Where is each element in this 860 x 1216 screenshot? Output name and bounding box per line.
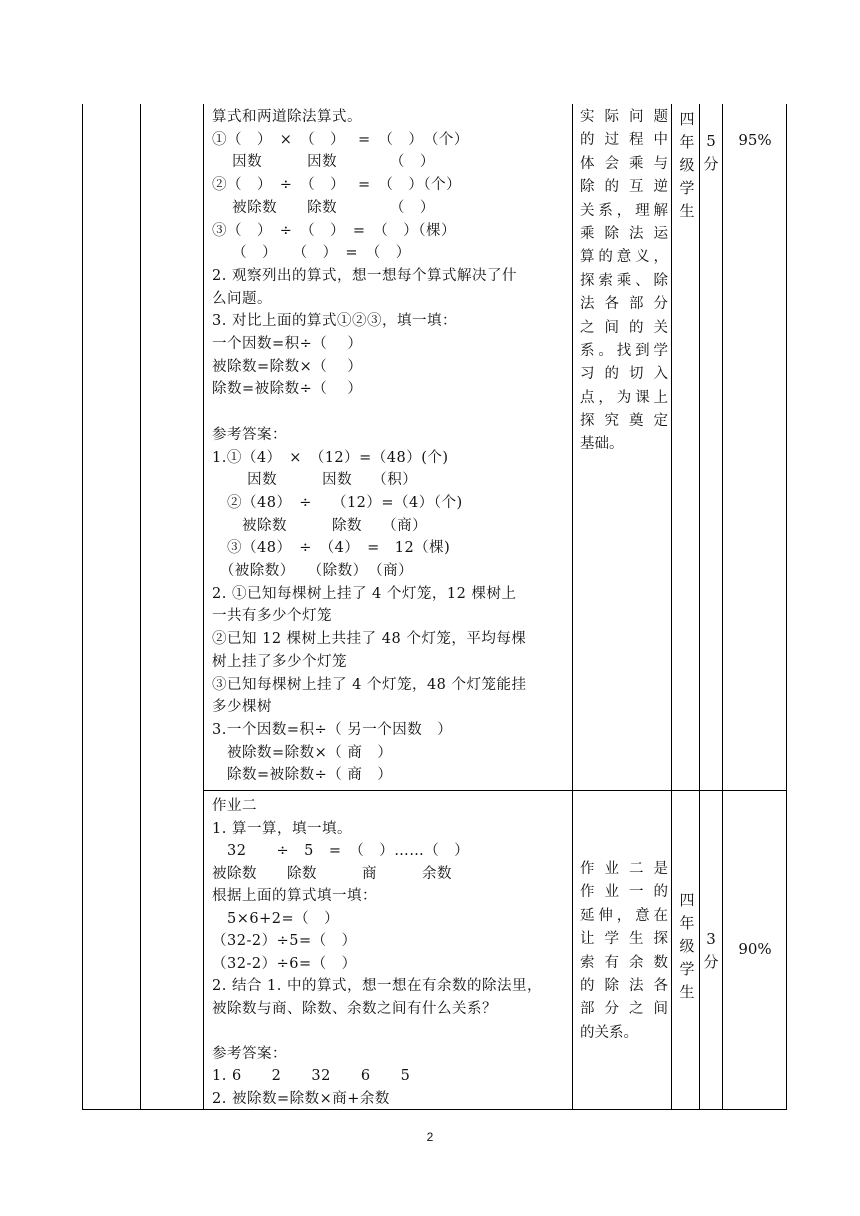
content-line: 2. 观察列出的算式，想一想每个算式解决了什 <box>212 267 517 284</box>
content-line: 因数 因数 （ ） <box>212 154 435 171</box>
intent-line: 探究奠定 <box>580 413 668 430</box>
intent-line: 的过程中 <box>580 132 668 149</box>
vertical-char: 年 <box>679 914 695 932</box>
content-line: 1. 6 2 32 6 5 <box>212 1068 411 1084</box>
intent-line: 作业一的 <box>580 884 668 901</box>
table-divider-5 <box>699 104 700 1109</box>
vertical-char: 生 <box>679 202 695 220</box>
content-line: （ ） （ ） = （ ） <box>212 245 411 262</box>
content-line: 5×6+2=（ ） <box>212 910 340 927</box>
assignment-two-duration <box>702 928 720 974</box>
content-line: 根据上面的算式填一填： <box>212 888 377 904</box>
row-divider <box>203 790 787 791</box>
content-line: 被除数=除数×（ ） <box>212 358 363 375</box>
vertical-char: 级 <box>679 156 695 174</box>
content-line: 被除数与商、除数、余数之间有什么关系？ <box>212 1000 497 1017</box>
intent-line: 系。找到学 <box>580 342 668 359</box>
content-line: 被除数 除数 （ ） <box>212 199 435 216</box>
intent-line: 的关系。 <box>580 1024 638 1041</box>
table-divider-3 <box>572 104 573 1109</box>
intent-line: 之间的关 <box>580 319 668 336</box>
content-line: 32 ÷ 5 = （ ）……（ ） <box>212 843 470 859</box>
vertical-char: 学 <box>679 960 695 978</box>
intent-line: 的除法各 <box>580 977 668 994</box>
assignment-two-design-intent <box>580 858 668 1045</box>
page-number: 2 <box>426 1130 434 1144</box>
content-line: 参考答案： <box>212 1045 287 1062</box>
content-line: 被除数 除数 商 余数 <box>212 865 452 882</box>
content-line: 参考答案： <box>212 426 287 443</box>
vertical-char: 生 <box>679 983 695 1001</box>
intent-line: 延伸，意在 <box>580 907 668 924</box>
vertical-char: 分 <box>703 155 719 173</box>
intent-line: 部分之间 <box>580 1001 668 1018</box>
content-line: （32-2）÷6=（ ） <box>212 955 357 972</box>
vertical-char: 四 <box>679 110 695 128</box>
intent-line: 索有余数 <box>580 954 668 971</box>
assignment-one-target-group <box>676 108 698 223</box>
assignment-one-completion-rate: 95% <box>738 131 772 149</box>
content-line: 么问题。 <box>212 290 272 307</box>
content-line: ③（ ） ÷ （ ） = （ ）（棵） <box>212 222 457 239</box>
table-divider-4 <box>671 104 672 1109</box>
intent-line: 实际问题 <box>580 109 668 125</box>
content-line: 算式和两道除法算式。 <box>212 109 362 125</box>
intent-line: 算的意义， <box>580 249 668 266</box>
content-line: 2. ①已知每棵树上挂了 4 个灯笼，12 棵树上 <box>212 585 517 602</box>
content-line: 作业二 <box>212 798 257 814</box>
content-line: 2. 结合 1. 中的算式，想一想在有余数的除法里， <box>212 978 542 994</box>
intent-line: 基础。 <box>580 436 624 453</box>
table-border-bottom <box>82 1109 787 1110</box>
vertical-char: 分 <box>703 953 719 971</box>
content-line: 一共有多少个灯笼 <box>212 608 332 625</box>
table-divider-2 <box>203 104 204 1109</box>
content-line: （32-2）÷5=（ ） <box>212 933 357 949</box>
content-line: 1.①（4） × （12）=（48）(个) <box>212 449 449 466</box>
content-line: ②（ ） ÷ （ ） = （ ）（个） <box>212 177 462 194</box>
vertical-char: 学 <box>679 179 695 197</box>
content-line: ①（ ） × （ ） = （ ） （个） <box>212 131 469 148</box>
content-line: 一个因数=积÷（ ） <box>212 336 363 352</box>
intent-line: 乘除法运 <box>580 225 668 242</box>
content-line: 除数=被除数÷（ 商 ） <box>212 767 393 784</box>
content-line: 2. 被除数=除数×商+余数 <box>212 1090 390 1107</box>
intent-line: 除的互逆 <box>580 179 668 196</box>
content-line: 被除数=除数×（ 商 ） <box>212 744 393 761</box>
content-line: 因数 因数 （积） <box>212 472 418 489</box>
content-line: 3.一个因数=积÷（ 另一个因数 ） <box>212 721 453 738</box>
assignment-one-duration <box>702 130 720 176</box>
intent-line: 体会乘与 <box>580 155 668 172</box>
table-divider-6 <box>722 104 723 1109</box>
content-line: 3. 对比上面的算式①②③，填一填： <box>212 313 457 330</box>
content-line: 树上挂了多少个灯笼 <box>212 653 347 670</box>
assignment-two-target-group <box>676 889 698 1004</box>
table-border-left <box>82 104 83 1109</box>
intent-line: 习的切入 <box>580 366 668 383</box>
intent-line: 关系，理解 <box>580 202 668 219</box>
content-line: ②（48） ÷ （12）=（4）（个) <box>212 494 463 511</box>
vertical-char: 级 <box>679 937 695 955</box>
table-divider-1 <box>140 104 141 1109</box>
content-line: 除数=被除数÷（ ） <box>212 381 363 398</box>
assignment-one-design-intent <box>580 106 668 457</box>
content-line: 多少棵树 <box>212 699 272 716</box>
vertical-char: 5 <box>706 132 716 150</box>
vertical-char: 四 <box>679 891 695 909</box>
content-line: ②已知 12 棵树上共挂了 48 个灯笼，平均每棵 <box>212 631 527 648</box>
vertical-char: 3 <box>706 930 716 948</box>
vertical-char: 年 <box>679 133 695 151</box>
content-line: ③已知每棵树上挂了 4 个灯笼，48 个灯笼能挂 <box>212 676 527 693</box>
intent-line: 法各部分 <box>580 296 668 313</box>
intent-line: 探索乘、除 <box>580 272 668 289</box>
content-line: ③（48） ÷ （4） = 12（棵) <box>212 540 451 557</box>
intent-line: 作业二是 <box>580 861 668 877</box>
content-line: 1. 算一算，填一填。 <box>212 820 352 837</box>
intent-line: 点，为课上 <box>580 389 668 406</box>
content-line: （被除数） （除数） （商） <box>212 563 414 579</box>
content-line: 被除数 除数 （商） <box>212 517 428 534</box>
table-border-right <box>786 104 787 1109</box>
assignment-two-completion-rate: 90% <box>738 940 772 958</box>
intent-line: 让学生探 <box>580 931 668 948</box>
